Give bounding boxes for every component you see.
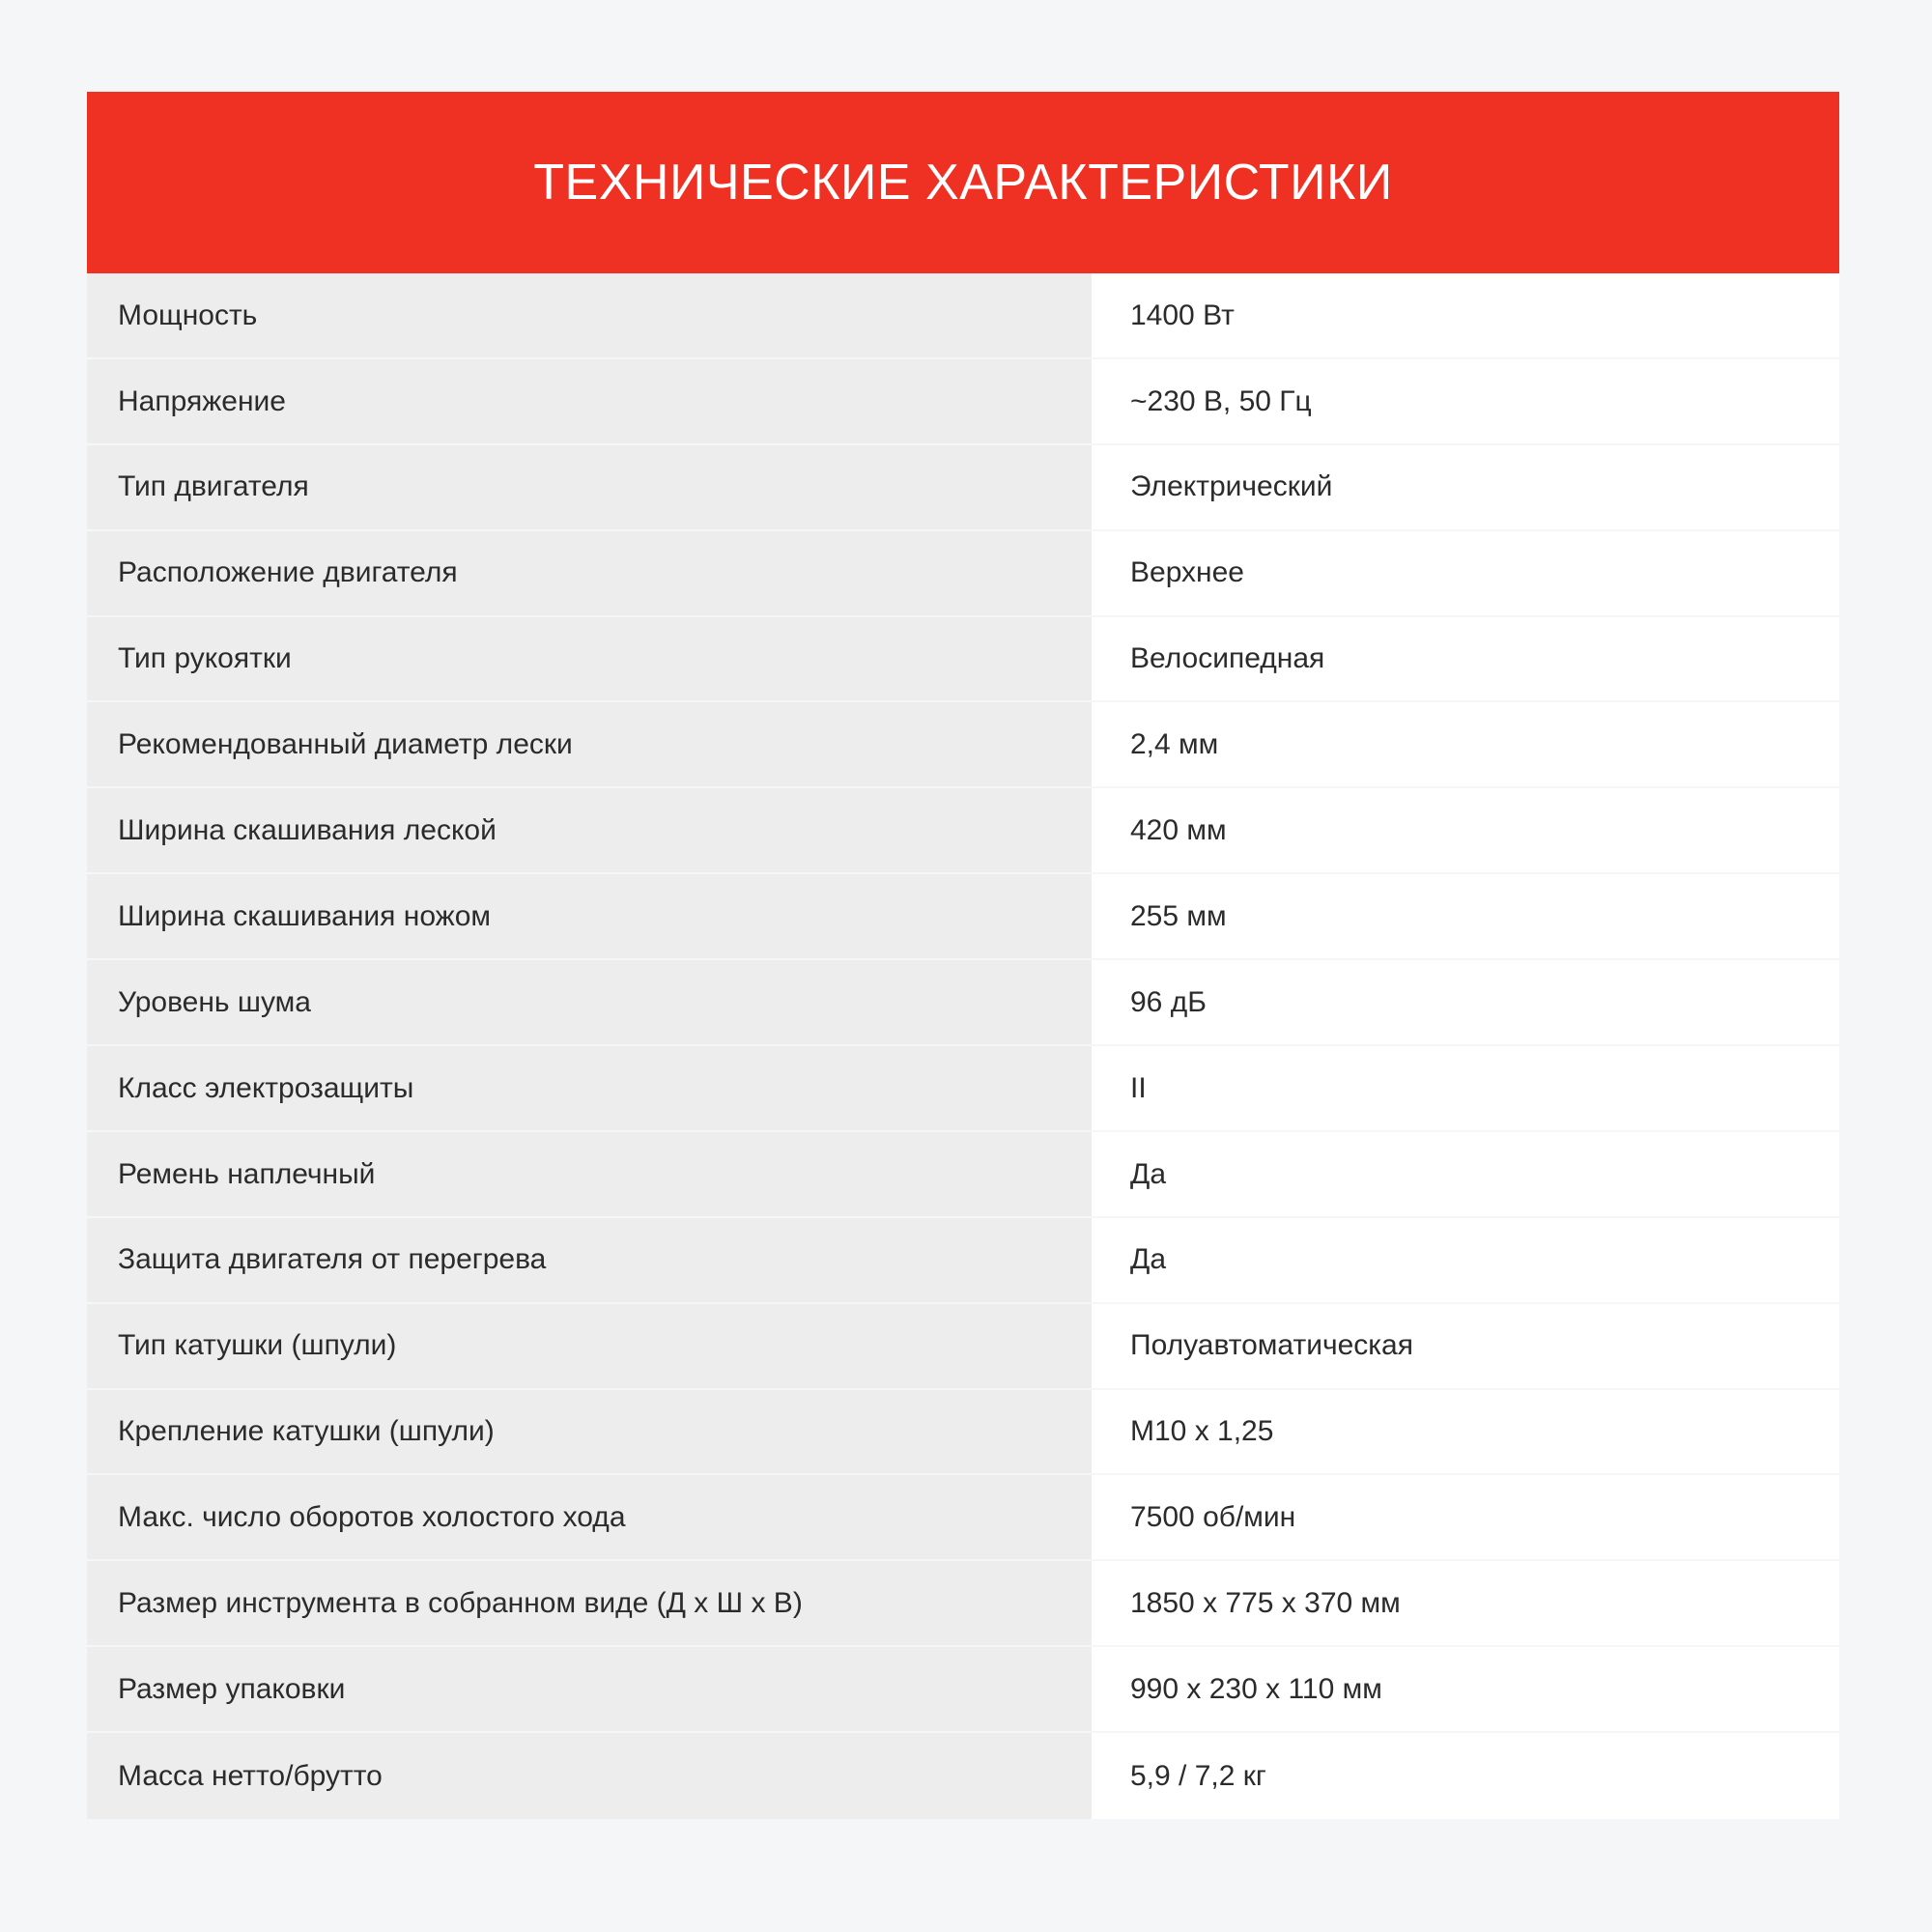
table-row — [87, 1475, 1839, 1561]
table-row — [87, 1390, 1839, 1476]
table-row — [87, 531, 1839, 617]
spec-label-cell: Крепление катушки (шпули) — [87, 1390, 1092, 1476]
page-title: ТЕХНИЧЕСКИЕ ХАРАКТЕРИСТИКИ — [533, 155, 1393, 211]
spec-label-cell: Масса нетто/брутто — [87, 1733, 1092, 1819]
spec-value-cell: 420 мм — [1092, 788, 1839, 874]
spec-value-cell: 2,4 мм — [1092, 702, 1839, 788]
table-row — [87, 1218, 1839, 1304]
spec-value-cell: Велосипедная — [1092, 617, 1839, 703]
spec-label-cell: Тип рукоятки — [87, 617, 1092, 703]
table-row — [87, 702, 1839, 788]
table-row — [87, 1733, 1839, 1819]
spec-value-cell: 1400 Вт — [1092, 273, 1839, 359]
spec-label-cell: Тип катушки (шпули) — [87, 1304, 1092, 1390]
table-row — [87, 359, 1839, 445]
spec-label-cell: Ширина скашивания ножом — [87, 874, 1092, 960]
spec-label-cell: Расположение двигателя — [87, 531, 1092, 617]
table-row — [87, 960, 1839, 1046]
table-row — [87, 1046, 1839, 1132]
spec-value-cell: Верхнее — [1092, 531, 1839, 617]
spec-label-cell: Ширина скашивания леской — [87, 788, 1092, 874]
spec-value-cell: 7500 об/мин — [1092, 1475, 1839, 1561]
specifications-sheet — [87, 92, 1839, 1819]
spec-label-cell: Рекомендованный диаметр лески — [87, 702, 1092, 788]
spec-value-cell: II — [1092, 1046, 1839, 1132]
table-row — [87, 273, 1839, 359]
spec-value-cell: 5,9 / 7,2 кг — [1092, 1733, 1839, 1819]
spec-value-cell: Электрический — [1092, 445, 1839, 531]
spec-value-cell: ~230 В, 50 Гц — [1092, 359, 1839, 445]
spec-value-cell: 990 x 230 x 110 мм — [1092, 1647, 1839, 1733]
table-row — [87, 617, 1839, 703]
spec-value-cell: Да — [1092, 1132, 1839, 1218]
spec-label-cell: Напряжение — [87, 359, 1092, 445]
table-row — [87, 1647, 1839, 1733]
spec-value-cell: M10 x 1,25 — [1092, 1390, 1839, 1476]
table-row — [87, 874, 1839, 960]
spec-value-cell: 1850 x 775 x 370 мм — [1092, 1561, 1839, 1647]
specifications-table — [87, 273, 1839, 1819]
spec-label-cell: Размер инструмента в собранном виде (Д х Ш х В) — [87, 1561, 1092, 1647]
spec-value-cell: Полуавтоматическая — [1092, 1304, 1839, 1390]
spec-label-cell: Макс. число оборотов холостого хода — [87, 1475, 1092, 1561]
table-row — [87, 788, 1839, 874]
spec-value-cell: 255 мм — [1092, 874, 1839, 960]
table-row — [87, 1304, 1839, 1390]
table-row — [87, 1561, 1839, 1647]
spec-label-cell: Размер упаковки — [87, 1647, 1092, 1733]
table-row — [87, 1132, 1839, 1218]
spec-label-cell: Мощность — [87, 273, 1092, 359]
spec-label-cell: Ремень наплечный — [87, 1132, 1092, 1218]
spec-label-cell: Тип двигателя — [87, 445, 1092, 531]
specifications-header-band — [87, 92, 1839, 273]
spec-value-cell: Да — [1092, 1218, 1839, 1304]
specifications-table-body — [87, 273, 1839, 1819]
spec-label-cell: Класс электрозащиты — [87, 1046, 1092, 1132]
spec-label-cell: Уровень шума — [87, 960, 1092, 1046]
table-row — [87, 445, 1839, 531]
spec-value-cell: 96 дБ — [1092, 960, 1839, 1046]
spec-label-cell: Защита двигателя от перегрева — [87, 1218, 1092, 1304]
